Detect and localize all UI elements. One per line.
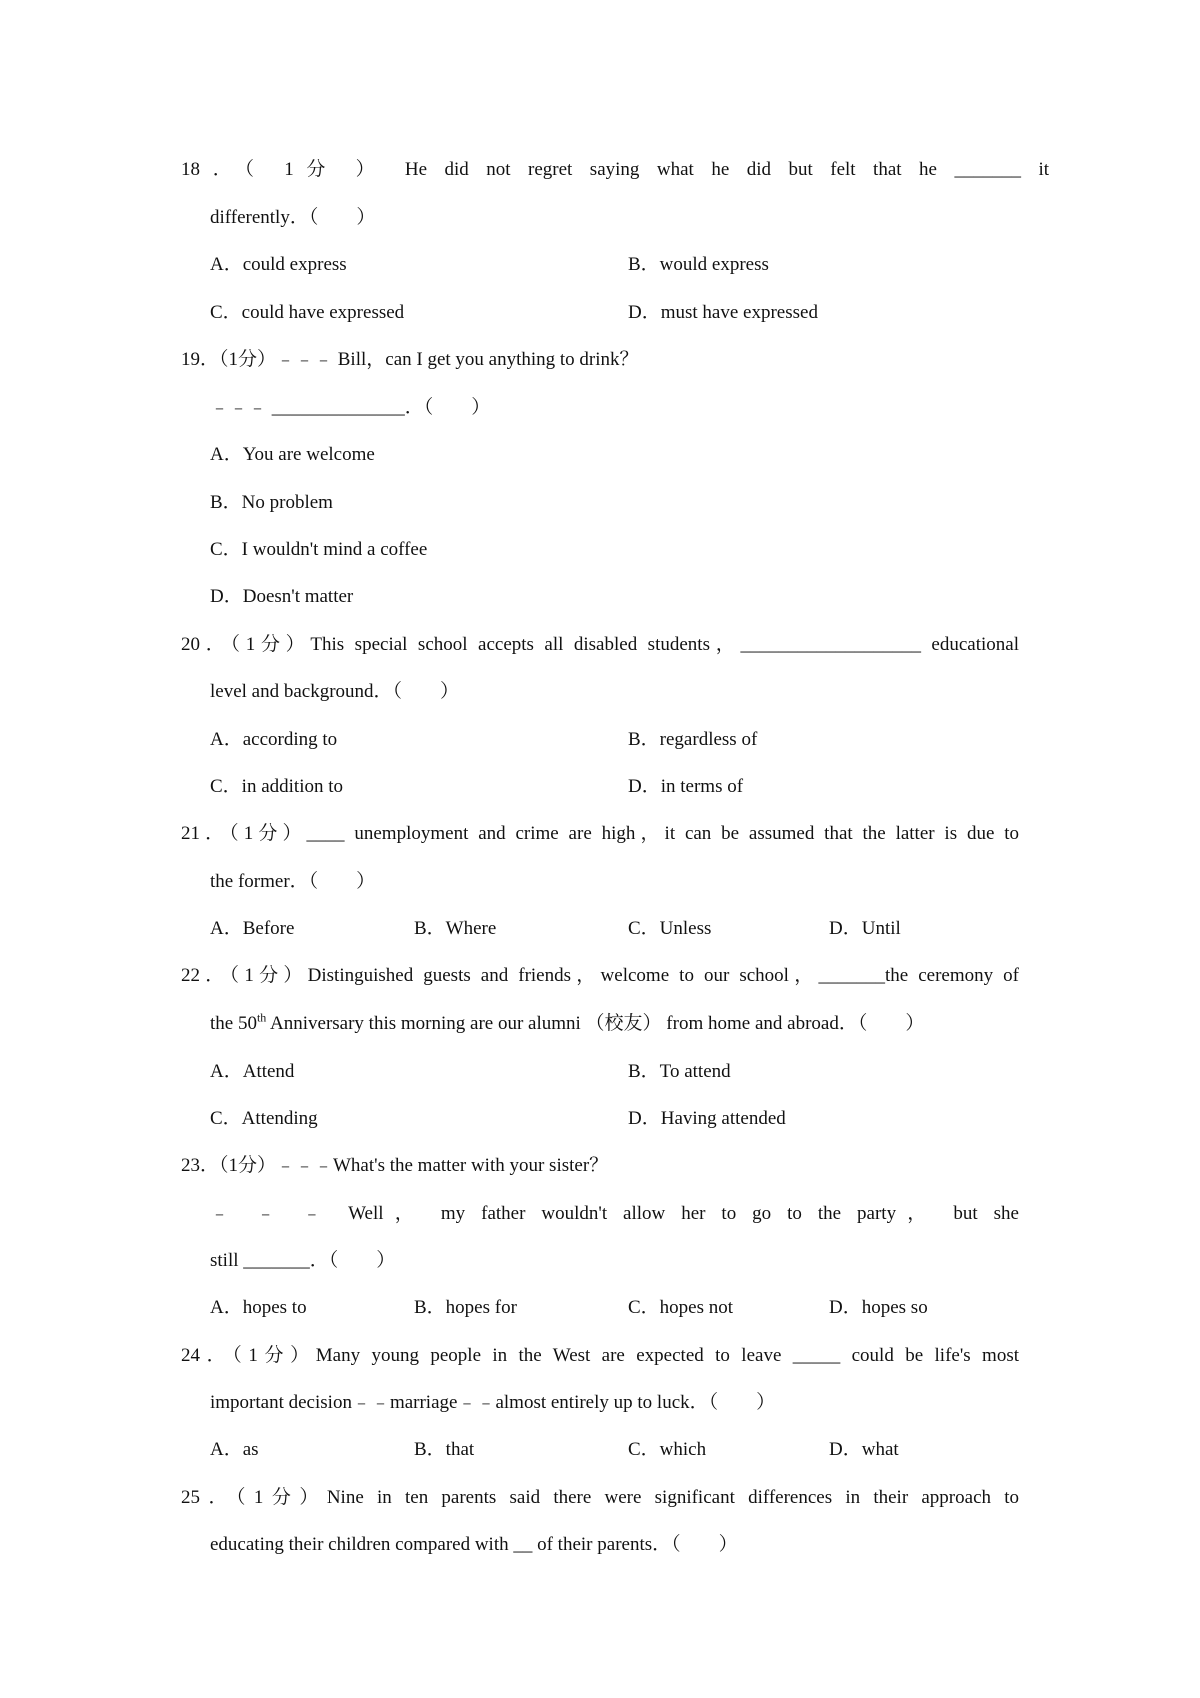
option-a[interactable]: A．according to (210, 729, 338, 750)
option-c[interactable]: C．Unless (628, 918, 712, 939)
option-c[interactable]: C．hopes not (628, 1297, 734, 1318)
question-stem-cont: educating their children compared with __ of their parents．（ ） (210, 1534, 738, 1555)
question-stem: 23．（1分）﹣﹣﹣What's the matter with your sister？ (181, 1155, 609, 1176)
question-stem-cont: important decision﹣﹣marriage﹣﹣almost entirely up to luck．（ ） (210, 1392, 776, 1413)
question-stem: 25．（1分）Nine in ten parents said there were significant differences in their approach to (181, 1487, 1019, 1508)
option-c[interactable]: C．Attending (210, 1108, 318, 1129)
option-a[interactable]: A．hopes to (210, 1297, 307, 1318)
stem-text: Anniversary this morning are our alumni （校友） from home and abroad．（ ） (266, 1013, 925, 1034)
stem-text: the 50 (210, 1013, 257, 1034)
ordinal-suffix: th (256, 1010, 267, 1025)
option-b[interactable]: B．regardless of (628, 729, 758, 750)
option-b[interactable]: B．To attend (628, 1061, 731, 1082)
option-a[interactable]: A．Attend (210, 1061, 295, 1082)
option-a[interactable]: A．You are welcome (210, 444, 375, 465)
question-stem: 20．（1分）This special school accepts all disabled students，___________________ educational (181, 634, 1019, 655)
question-stem-cont (210, 1012, 924, 1036)
question-stem-cont: ﹣ ﹣ ﹣ Well， my father wouldn't allow her to go to the party， but she (210, 1203, 1019, 1224)
option-d[interactable]: D．in terms of (628, 776, 744, 797)
question-stem-cont: still _______．（ ） (210, 1250, 396, 1271)
option-a[interactable]: A．as (210, 1439, 259, 1460)
question-stem-cont: level and background．（ ） (210, 681, 460, 702)
option-b[interactable]: B．that (414, 1439, 475, 1460)
option-c[interactable]: C．could have expressed (210, 302, 405, 323)
option-d[interactable]: D．hopes so (829, 1297, 928, 1318)
question-stem: 22．（1分）Distinguished guests and friends，welcome to our school，_______the ceremony of (181, 965, 1019, 986)
option-a[interactable]: A．Before (210, 918, 295, 939)
question-stem: 24．（1分）Many young people in the West are expected to leave _____ could be life's most (181, 1345, 1019, 1366)
option-d[interactable]: D．must have expressed (628, 302, 818, 323)
option-d[interactable]: D．Having attended (628, 1108, 786, 1129)
question-stem: 18．（ 1分 ） He did not regret saying what he did but felt that he _______ it (181, 159, 1049, 180)
option-c[interactable]: C．I wouldn't mind a coffee (210, 539, 428, 560)
option-c[interactable]: C．which (628, 1439, 707, 1460)
option-a[interactable]: A．could express (210, 254, 347, 275)
option-d[interactable]: D．what (829, 1439, 899, 1460)
question-stem: 21．（1分）____ unemployment and crime are high，it can be assumed that the latter is due to (181, 823, 1019, 844)
option-b[interactable]: B．Where (414, 918, 497, 939)
question-stem-cont: the former．（ ） (210, 871, 376, 892)
question-stem-cont: ﹣﹣﹣ ______________．（ ） (210, 397, 491, 418)
option-c[interactable]: C．in addition to (210, 776, 344, 797)
option-b[interactable]: B．hopes for (414, 1297, 517, 1318)
option-d[interactable]: D．Doesn't matter (210, 586, 354, 607)
option-d[interactable]: D．Until (829, 918, 901, 939)
option-b[interactable]: B．would express (628, 254, 769, 275)
question-stem: 19．（1分）﹣﹣﹣ Bill，can I get you anything to drink？ (181, 349, 639, 370)
question-stem-cont: differently．（ ） (210, 207, 376, 228)
option-b[interactable]: B．No problem (210, 492, 333, 513)
